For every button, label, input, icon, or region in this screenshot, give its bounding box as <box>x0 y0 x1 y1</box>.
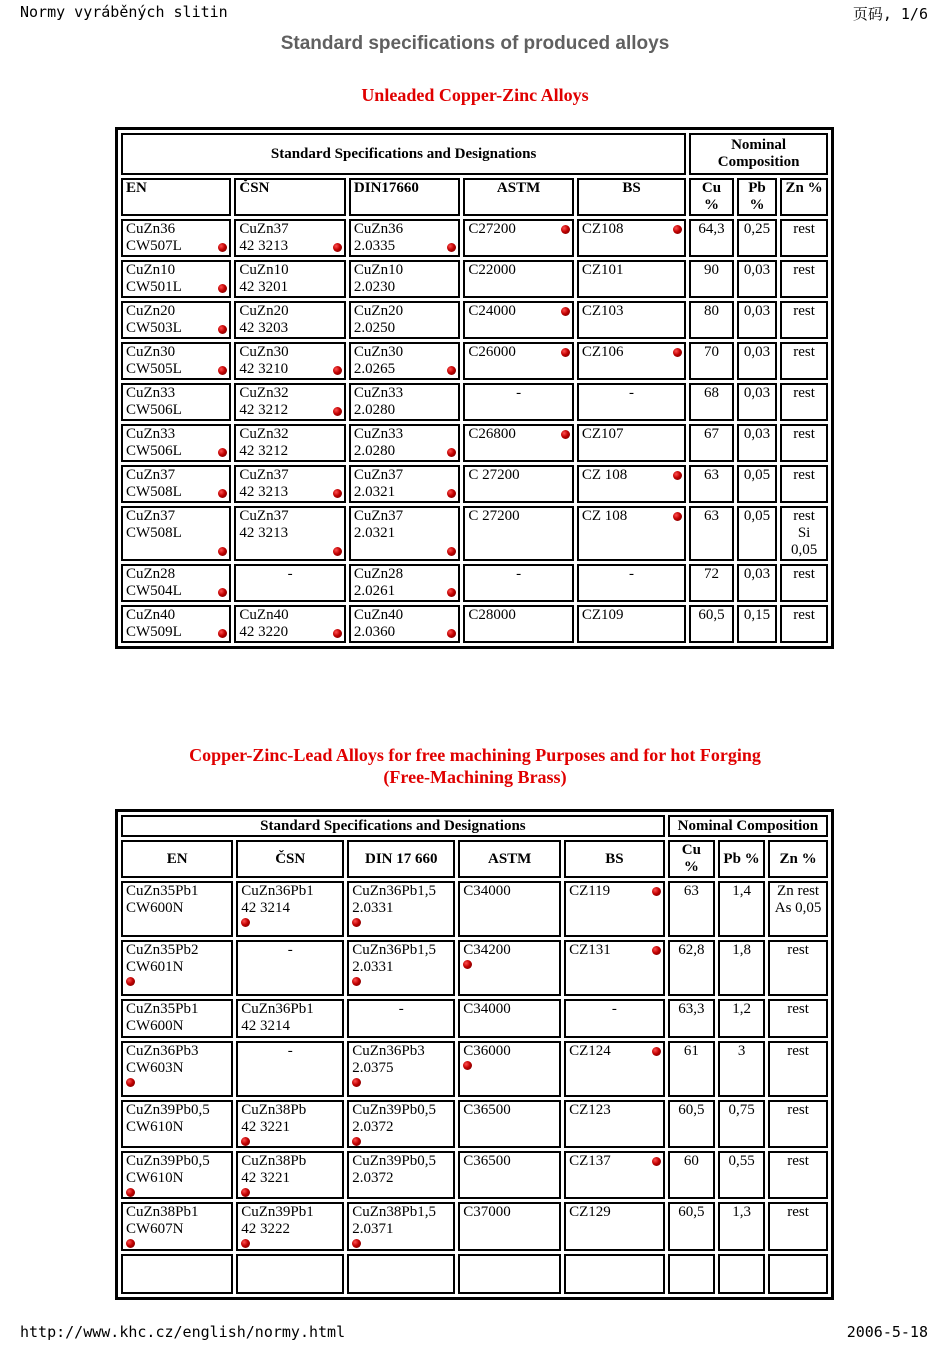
cell-en <box>121 1100 233 1148</box>
cell-en-line: CuZn36Pb3 <box>126 1043 199 1059</box>
cell-din <box>347 881 455 937</box>
cell-din-line: CuZn36 <box>353 221 404 237</box>
cell-pb: 0,25 <box>737 219 777 257</box>
cell-csn <box>236 1202 344 1251</box>
col-zn: Zn % <box>780 178 828 216</box>
cell-zn-line: 0,05 <box>790 542 818 558</box>
cell-bs-value: CZ109 <box>581 607 624 623</box>
cell-bs <box>564 881 665 937</box>
cell-csn-line: 42 3213 <box>239 484 289 500</box>
table-row <box>121 940 828 996</box>
cell-en <box>121 1041 233 1097</box>
red-bullet-icon <box>126 1188 135 1197</box>
table-row <box>121 1202 828 1251</box>
red-bullet-icon <box>352 1137 361 1146</box>
cell-en-line: CuZn40 <box>126 607 176 623</box>
cell-en <box>121 1202 233 1251</box>
cell-bs-value: CZ106 <box>581 344 624 360</box>
cell-zn-line: As 0,05 <box>774 900 822 916</box>
cell-en-line: CW603N <box>126 1060 184 1076</box>
cell-csn-line: CuZn40 <box>239 607 289 623</box>
cell-csn-line: 42 3221 <box>241 1119 290 1135</box>
cell-csn-line: 42 3212 <box>239 443 289 459</box>
cell-zn <box>768 940 828 996</box>
col-en: EN <box>121 840 233 878</box>
free-machining-brass-table <box>115 809 834 1300</box>
empty-cell <box>564 1254 665 1294</box>
cell-en <box>121 1151 233 1199</box>
cell-zn-line: rest <box>793 262 815 278</box>
cell-zn-line: Si <box>797 525 811 541</box>
cell-astm-value: C 27200 <box>468 508 520 524</box>
cell-astm-value: C 27200 <box>468 467 520 483</box>
cell-bs <box>564 1151 665 1199</box>
cell-astm-value: - <box>516 385 522 401</box>
cell-cu: 60,5 <box>689 605 734 643</box>
cell-cu: 63 <box>689 465 734 503</box>
col-en: EN <box>121 178 231 216</box>
cell-din-line: CuZn39Pb0,5 <box>352 1102 437 1118</box>
page-header-title: Normy vyráběných slitin <box>20 3 228 21</box>
cell-csn-line: CuZn37 <box>239 508 289 524</box>
cell-astm-value: C34200 <box>463 942 511 958</box>
cell-en-line: CW503L <box>126 320 182 336</box>
col-bs: BS <box>577 178 686 216</box>
cell-zn-line: Zn rest <box>777 883 820 899</box>
cell-csn-line: 42 3221 <box>241 1170 290 1186</box>
cell-din-line: CuZn36Pb1,5 <box>352 942 437 958</box>
cell-astm-value: C26800 <box>468 426 516 442</box>
cell-din-line: 2.0321 <box>353 484 396 500</box>
cell-din-line: 2.0372 <box>352 1119 394 1135</box>
cell-en-line: CW607N <box>126 1221 184 1237</box>
cell-zn <box>768 999 828 1038</box>
cell-csn-line: CuZn36Pb1 <box>241 883 314 899</box>
cell-bs-value: CZ107 <box>581 426 624 442</box>
cell-en-line: CuZn39Pb0,5 <box>126 1102 210 1118</box>
cell-cu: 64,3 <box>689 219 734 257</box>
cell-din <box>347 1151 455 1199</box>
cell-zn-line: rest <box>793 467 815 483</box>
cell-en-line: CuZn33 <box>126 426 176 442</box>
empty-cell <box>458 1254 561 1294</box>
cell-din-line: 2.0371 <box>352 1221 394 1237</box>
cell-en <box>121 999 233 1038</box>
cell-csn-line: 42 3201 <box>239 279 289 295</box>
cell-en-line: CW601N <box>126 959 184 975</box>
cell-zn-line: rest <box>787 942 809 958</box>
col-astm: ASTM <box>463 178 573 216</box>
red-bullet-icon <box>652 887 661 896</box>
cell-din-line: 2.0375 <box>352 1060 394 1076</box>
cell-astm <box>458 1041 561 1097</box>
cell-bs-value: - <box>629 566 634 582</box>
table-row-continued <box>121 1254 828 1294</box>
cell-din-line: 2.0331 <box>352 959 394 975</box>
cell-bs <box>564 1041 665 1097</box>
cell-csn-line: CuZn32 <box>239 426 289 442</box>
cell-astm-value: C34000 <box>463 883 511 899</box>
cell-astm <box>458 881 561 937</box>
cell-din-line: 2.0335 <box>353 238 396 254</box>
cell-pb: 0,03 <box>737 564 777 602</box>
red-bullet-icon <box>126 977 135 986</box>
col-cu: Cu % <box>689 178 734 216</box>
cell-en-line: CuZn35Pb2 <box>126 942 199 958</box>
col-pb: Pb % <box>718 840 765 878</box>
cell-astm-value: C36500 <box>463 1153 511 1169</box>
cell-bs <box>564 999 665 1038</box>
cell-csn-line: 42 3212 <box>239 402 289 418</box>
cell-bs-value: CZ 108 <box>581 467 628 483</box>
cell-zn <box>768 1202 828 1251</box>
cell-en-line: CW508L <box>126 525 182 541</box>
cell-en-line: CuZn35Pb1 <box>126 1001 199 1017</box>
spec-group-header: Standard Specifications and Designations <box>121 133 686 175</box>
cell-astm-value: C36500 <box>463 1102 511 1118</box>
cell-din-line: 2.0280 <box>353 402 396 418</box>
empty-cell <box>768 1254 828 1294</box>
cell-pb: 0,15 <box>737 605 777 643</box>
cell-zn-line: rest <box>793 566 815 582</box>
cell-din-line: CuZn30 <box>353 344 404 360</box>
cell-din-line: - <box>398 1001 404 1017</box>
cell-csn-line: - <box>287 566 293 582</box>
cell-bs <box>564 1100 665 1148</box>
cell-csn <box>236 1100 344 1148</box>
cell-csn <box>236 940 344 996</box>
cell-zn <box>768 1151 828 1199</box>
cell-en-line: CuZn36 <box>126 221 176 237</box>
cell-din <box>347 1202 455 1251</box>
cell-en-line: CuZn10 <box>126 262 176 278</box>
col-din: DIN17660 <box>349 178 460 216</box>
cell-zn-line: rest <box>787 1153 809 1169</box>
cell-astm-value: - <box>516 566 522 582</box>
cell-csn-line: CuZn32 <box>239 385 289 401</box>
cell-zn-line: rest <box>793 426 815 442</box>
cell-din-line: CuZn28 <box>353 566 404 582</box>
cell-en-line: CuZn37 <box>126 467 176 483</box>
cell-bs-value: CZ129 <box>569 1204 611 1220</box>
cell-pb: 0,03 <box>737 383 777 421</box>
cell-din-line: CuZn40 <box>353 607 404 623</box>
cell-bs-value: - <box>611 1001 617 1017</box>
cell-pb: 0,03 <box>737 260 777 298</box>
red-bullet-icon <box>241 918 250 927</box>
cell-en-line: CW610N <box>126 1119 184 1135</box>
cell-csn-line: - <box>287 1043 293 1059</box>
cell-csn-line: CuZn10 <box>239 262 289 278</box>
red-bullet-icon <box>241 1137 250 1146</box>
cell-zn-line: rest <box>793 607 815 623</box>
cell-pb: 0,05 <box>737 465 777 503</box>
cell-cu: 67 <box>689 424 734 462</box>
cell-csn-line: 42 3222 <box>241 1221 290 1237</box>
cell-din-line: 2.0360 <box>353 624 396 640</box>
red-bullet-icon <box>652 1157 661 1166</box>
cell-en-line: CuZn28 <box>126 566 176 582</box>
cell-zn-line: rest <box>787 1001 809 1017</box>
col-cu: Cu % <box>668 840 715 878</box>
cell-bs-value: CZ124 <box>569 1043 611 1059</box>
nominal-group-header: Nominal Composition <box>668 815 828 837</box>
cell-zn <box>768 1100 828 1148</box>
cell-pb: 1,4 <box>718 881 765 937</box>
cell-cu: 72 <box>689 564 734 602</box>
red-bullet-icon <box>352 977 361 986</box>
cell-csn-line: CuZn38Pb <box>241 1153 307 1169</box>
cell-cu: 60,5 <box>668 1100 715 1148</box>
document-title: Standard specifications of produced alloys <box>280 33 670 54</box>
col-bs: BS <box>564 840 665 878</box>
empty-cell <box>668 1254 715 1294</box>
col-csn: ČSN <box>236 840 344 878</box>
cell-din-line: CuZn36Pb3 <box>352 1043 425 1059</box>
cell-bs-value: CZ108 <box>581 221 624 237</box>
cell-en-line: CuZn37 <box>126 508 176 524</box>
cell-din-line: 2.0230 <box>353 279 396 295</box>
cell-csn-line: CuZn20 <box>239 303 289 319</box>
cell-pb: 1,8 <box>718 940 765 996</box>
cell-pb: 0,75 <box>718 1100 765 1148</box>
cell-astm <box>458 940 561 996</box>
cell-cu: 70 <box>689 342 734 380</box>
cell-din <box>347 1041 455 1097</box>
cell-csn-line: - <box>287 942 293 958</box>
cell-zn-line: rest <box>787 1043 809 1059</box>
cell-bs-value: CZ101 <box>581 262 624 278</box>
cell-csn-line: 42 3203 <box>239 320 289 336</box>
cell-astm-value: C24000 <box>468 303 516 319</box>
cell-en-line: CW506L <box>126 402 182 418</box>
col-astm: ASTM <box>458 840 561 878</box>
cell-cu: 60,5 <box>668 1202 715 1251</box>
red-bullet-icon <box>126 1239 135 1248</box>
empty-cell <box>121 1254 233 1294</box>
cell-en-line: CW505L <box>126 361 182 377</box>
cell-csn-line: CuZn36Pb1 <box>241 1001 314 1017</box>
cell-csn <box>236 1151 344 1199</box>
cell-csn-line: CuZn37 <box>239 467 289 483</box>
cell-bs-value: CZ 108 <box>581 508 628 524</box>
cell-en-line: CuZn33 <box>126 385 176 401</box>
cell-csn-line: CuZn30 <box>239 344 289 360</box>
cell-din-line: 2.0321 <box>353 525 396 541</box>
cell-zn <box>768 1041 828 1097</box>
cell-cu: 63 <box>689 506 734 561</box>
cell-din-line: CuZn36Pb1,5 <box>352 883 437 899</box>
cell-din <box>347 940 455 996</box>
red-bullet-icon <box>352 1239 361 1248</box>
cell-en-line: CuZn20 <box>126 303 176 319</box>
cell-en-line: CW507L <box>126 238 182 254</box>
cell-pb: 0,05 <box>737 506 777 561</box>
cell-astm <box>458 1202 561 1251</box>
cell-cu: 63,3 <box>668 999 715 1038</box>
cell-pb: 0,55 <box>718 1151 765 1199</box>
cell-cu: 62,8 <box>668 940 715 996</box>
table-row <box>121 999 828 1038</box>
cell-din-line: CuZn38Pb1,5 <box>352 1204 437 1220</box>
cell-en <box>121 881 233 937</box>
cell-din-line: 2.0250 <box>353 320 396 336</box>
cell-csn <box>236 1041 344 1097</box>
cell-pb: 0,03 <box>737 342 777 380</box>
cell-cu: 68 <box>689 383 734 421</box>
cell-csn <box>236 881 344 937</box>
cell-en-line: CuZn30 <box>126 344 176 360</box>
cell-csn-line: CuZn39Pb1 <box>241 1204 314 1220</box>
cell-bs-value: CZ119 <box>569 883 611 899</box>
spec-group-header: Standard Specifications and Designations <box>121 815 665 837</box>
red-bullet-icon <box>241 1188 250 1197</box>
cell-csn-line: 42 3220 <box>239 624 289 640</box>
cell-din-line: 2.0280 <box>353 443 396 459</box>
empty-cell <box>236 1254 344 1294</box>
cell-en-line: CuZn35Pb1 <box>126 883 199 899</box>
cell-din-line: CuZn33 <box>353 385 404 401</box>
table-row <box>121 1100 828 1148</box>
cell-csn <box>236 999 344 1038</box>
cell-zn-line: rest <box>787 1204 809 1220</box>
cell-astm <box>458 1151 561 1199</box>
table-row <box>121 881 828 937</box>
cell-astm-value: C36000 <box>463 1043 511 1059</box>
page-url: http://www.khc.cz/english/normy.html <box>20 1323 346 1341</box>
cell-bs <box>564 1202 665 1251</box>
cell-din-line: 2.0265 <box>353 361 396 377</box>
cell-csn-line: 42 3213 <box>239 238 289 254</box>
cell-astm-value: C22000 <box>468 262 516 278</box>
page-number: 页码, 1/6 <box>852 5 928 23</box>
cell-csn-line: CuZn37 <box>239 221 289 237</box>
cell-zn-line: rest <box>793 385 815 401</box>
cell-bs-value: CZ137 <box>569 1153 611 1169</box>
col-csn: ČSN <box>234 178 345 216</box>
cell-csn-line: 42 3210 <box>239 361 289 377</box>
cell-din <box>347 999 455 1038</box>
cell-csn-line: 42 3214 <box>241 900 290 916</box>
cell-bs <box>564 940 665 996</box>
red-bullet-icon <box>352 918 361 927</box>
red-bullet-icon <box>126 1078 135 1087</box>
cell-astm-value: C27200 <box>468 221 516 237</box>
empty-cell <box>718 1254 765 1294</box>
cell-pb: 0,03 <box>737 301 777 339</box>
cell-zn-line: rest <box>793 344 815 360</box>
col-din: DIN 17 660 <box>347 840 455 878</box>
cell-bs-value: CZ103 <box>581 303 624 319</box>
cell-en-line: CW600N <box>126 1018 184 1034</box>
red-bullet-icon <box>463 1061 472 1070</box>
cell-pb: 1,3 <box>718 1202 765 1251</box>
col-zn: Zn % <box>768 840 828 878</box>
section1-title: Unleaded Copper-Zinc Alloys <box>361 85 589 105</box>
cell-pb: 0,03 <box>737 424 777 462</box>
table-row <box>121 1151 828 1199</box>
red-bullet-icon <box>463 960 472 969</box>
cell-csn-line: 42 3213 <box>239 525 289 541</box>
red-bullet-icon <box>352 1078 361 1087</box>
cell-din-line: 2.0331 <box>352 900 394 916</box>
cell-astm <box>458 1100 561 1148</box>
red-bullet-icon <box>652 946 661 955</box>
section2-title-line2: (Free-Machining Brass) <box>383 767 567 787</box>
col-pb: Pb % <box>737 178 777 216</box>
cell-en-line: CW610N <box>126 1170 184 1186</box>
cell-din-line: 2.0372 <box>352 1170 394 1186</box>
cell-zn-line: rest <box>787 1102 809 1118</box>
cell-en-line: CW600N <box>126 900 184 916</box>
cell-zn-line: rest <box>793 221 815 237</box>
cell-cu: 80 <box>689 301 734 339</box>
cell-din <box>347 1100 455 1148</box>
section2-title-line1: Copper-Zinc-Lead Alloys for free machining Purposes and for hot Forging <box>189 745 761 765</box>
nominal-group-header: Nominal Composition <box>689 133 828 175</box>
cell-zn-line: rest <box>793 303 815 319</box>
cell-en <box>121 940 233 996</box>
cell-astm-value: C34000 <box>463 1001 511 1017</box>
cell-zn <box>768 881 828 937</box>
cell-din-line: CuZn20 <box>353 303 404 319</box>
cell-astm <box>458 999 561 1038</box>
red-bullet-icon <box>652 1047 661 1056</box>
cell-csn-line: 42 3214 <box>241 1018 290 1034</box>
cell-en-line: CW504L <box>126 583 182 599</box>
cell-en-line: CuZn38Pb1 <box>126 1204 199 1220</box>
cell-cu: 60 <box>668 1151 715 1199</box>
cell-din-line: CuZn39Pb0,5 <box>352 1153 437 1169</box>
cell-en-line: CW506L <box>126 443 182 459</box>
cell-pb: 3 <box>718 1041 765 1097</box>
cell-en-line: CW509L <box>126 624 182 640</box>
cell-cu: 90 <box>689 260 734 298</box>
red-bullet-icon <box>241 1239 250 1248</box>
cell-din-line: CuZn37 <box>353 467 404 483</box>
cell-en-line: CW501L <box>126 279 182 295</box>
cell-din-line: 2.0261 <box>353 583 396 599</box>
cell-din-line: CuZn10 <box>353 262 404 278</box>
cell-astm-value: C26000 <box>468 344 516 360</box>
cell-en-line: CW508L <box>126 484 182 500</box>
page-date: 2006-5-18 <box>846 1323 928 1341</box>
cell-csn-line: CuZn38Pb <box>241 1102 307 1118</box>
cell-cu: 63 <box>668 881 715 937</box>
cell-en-line: CuZn39Pb0,5 <box>126 1153 210 1169</box>
cell-astm-value: C37000 <box>463 1204 511 1220</box>
cell-bs-value: - <box>629 385 634 401</box>
table-row <box>121 1041 828 1097</box>
cell-din-line: CuZn33 <box>353 426 404 442</box>
cell-din-line: CuZn37 <box>353 508 404 524</box>
cell-astm-value: C28000 <box>468 607 516 623</box>
cell-pb: 1,2 <box>718 999 765 1038</box>
cell-bs-value: CZ123 <box>569 1102 611 1118</box>
cell-zn-line: rest <box>793 508 815 524</box>
cell-cu: 61 <box>668 1041 715 1097</box>
empty-cell <box>347 1254 455 1294</box>
cell-bs-value: CZ131 <box>569 942 611 958</box>
